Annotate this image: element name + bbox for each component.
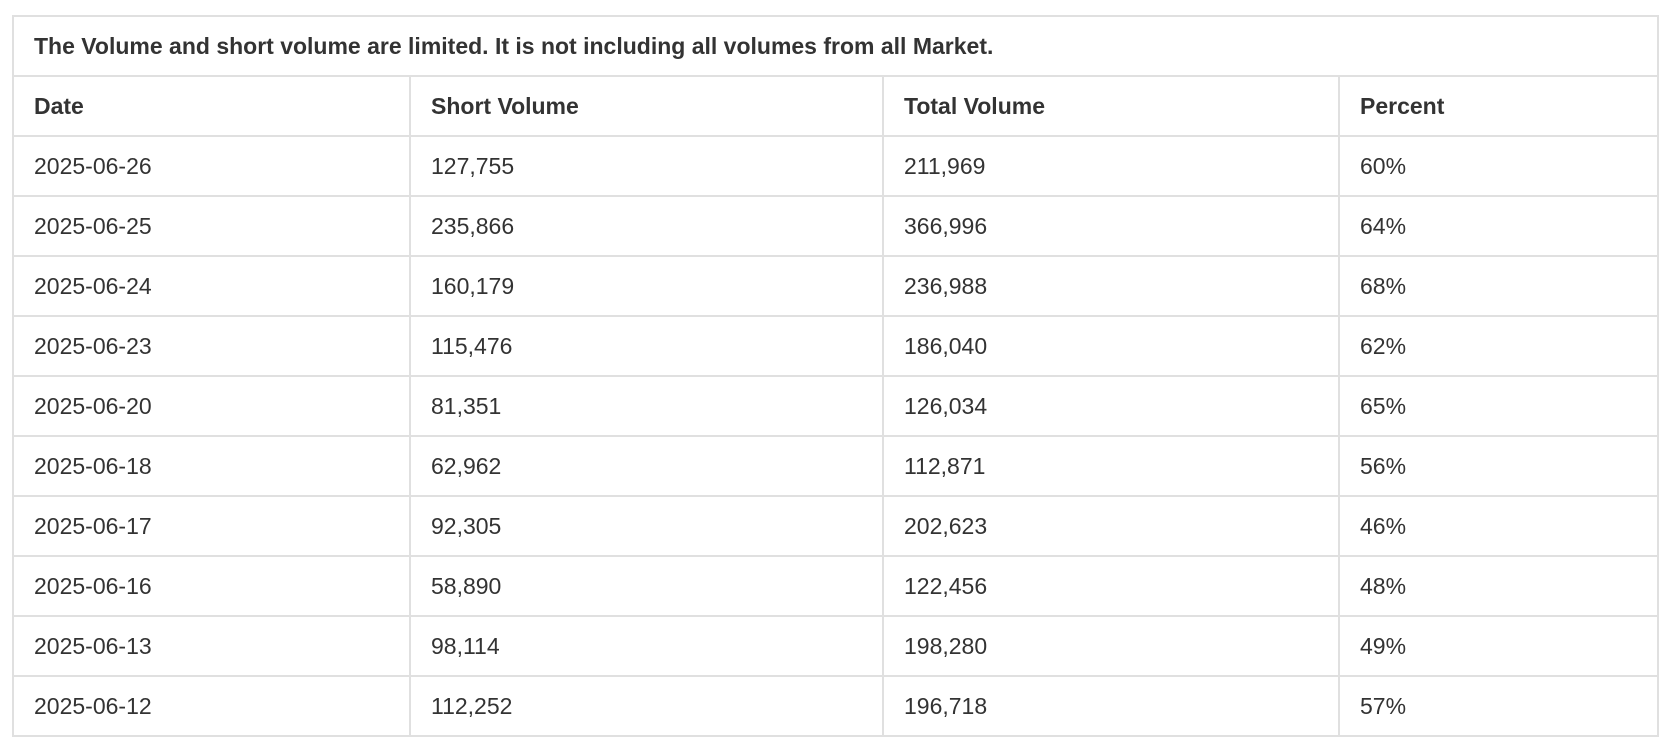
cell-total-volume: 211,969 — [883, 136, 1339, 196]
cell-short-volume: 98,114 — [410, 616, 883, 676]
cell-percent: 49% — [1339, 616, 1658, 676]
table-row — [13, 676, 1658, 736]
cell-total-volume: 196,718 — [883, 676, 1339, 736]
cell-date: 2025-06-16 — [13, 556, 410, 616]
table-row — [13, 496, 1658, 556]
cell-short-volume: 160,179 — [410, 256, 883, 316]
column-header-total-volume: Total Volume — [883, 76, 1339, 136]
table-row — [13, 136, 1658, 196]
cell-short-volume: 112,252 — [410, 676, 883, 736]
table-row — [13, 196, 1658, 256]
table-note-row — [13, 16, 1658, 76]
cell-date: 2025-06-20 — [13, 376, 410, 436]
column-header-short-volume: Short Volume — [410, 76, 883, 136]
cell-date: 2025-06-17 — [13, 496, 410, 556]
table-header-row — [13, 76, 1658, 136]
cell-short-volume: 92,305 — [410, 496, 883, 556]
cell-total-volume: 236,988 — [883, 256, 1339, 316]
short-volume-table-container — [12, 15, 1657, 737]
column-header-date: Date — [13, 76, 410, 136]
cell-percent: 48% — [1339, 556, 1658, 616]
cell-percent: 60% — [1339, 136, 1658, 196]
cell-short-volume: 81,351 — [410, 376, 883, 436]
table-row — [13, 316, 1658, 376]
cell-short-volume: 58,890 — [410, 556, 883, 616]
cell-percent: 46% — [1339, 496, 1658, 556]
short-volume-table — [12, 15, 1659, 737]
cell-percent: 57% — [1339, 676, 1658, 736]
table-note: The Volume and short volume are limited. It is not including all volumes from all Market. — [13, 16, 1658, 76]
cell-short-volume: 235,866 — [410, 196, 883, 256]
table-row — [13, 256, 1658, 316]
column-header-percent: Percent — [1339, 76, 1658, 136]
cell-date: 2025-06-25 — [13, 196, 410, 256]
cell-percent: 64% — [1339, 196, 1658, 256]
cell-short-volume: 62,962 — [410, 436, 883, 496]
cell-total-volume: 202,623 — [883, 496, 1339, 556]
table-row — [13, 556, 1658, 616]
cell-total-volume: 186,040 — [883, 316, 1339, 376]
cell-date: 2025-06-18 — [13, 436, 410, 496]
cell-total-volume: 126,034 — [883, 376, 1339, 436]
cell-date: 2025-06-13 — [13, 616, 410, 676]
table-row — [13, 616, 1658, 676]
cell-total-volume: 198,280 — [883, 616, 1339, 676]
table-row — [13, 436, 1658, 496]
cell-date: 2025-06-26 — [13, 136, 410, 196]
cell-percent: 62% — [1339, 316, 1658, 376]
cell-date: 2025-06-23 — [13, 316, 410, 376]
cell-percent: 56% — [1339, 436, 1658, 496]
cell-short-volume: 127,755 — [410, 136, 883, 196]
cell-total-volume: 366,996 — [883, 196, 1339, 256]
table-row — [13, 376, 1658, 436]
cell-percent: 65% — [1339, 376, 1658, 436]
cell-date: 2025-06-24 — [13, 256, 410, 316]
cell-total-volume: 122,456 — [883, 556, 1339, 616]
cell-short-volume: 115,476 — [410, 316, 883, 376]
cell-percent: 68% — [1339, 256, 1658, 316]
cell-total-volume: 112,871 — [883, 436, 1339, 496]
cell-date: 2025-06-12 — [13, 676, 410, 736]
